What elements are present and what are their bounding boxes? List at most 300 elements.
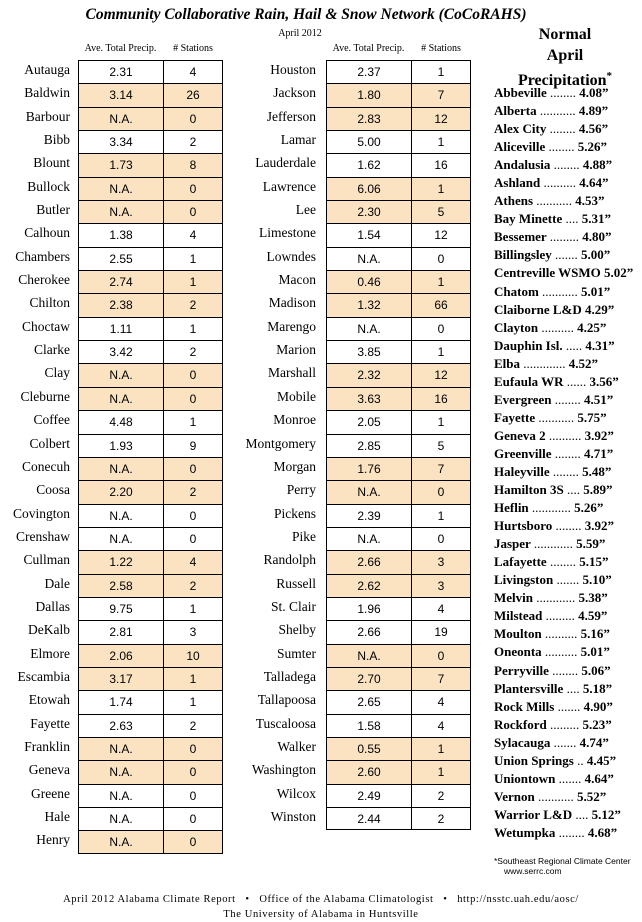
county-name: Lowndes [266, 248, 316, 264]
stations-cell: 1 [163, 597, 223, 620]
station-name: Andalusia [494, 157, 551, 173]
normal-precip-item [494, 192, 634, 210]
normal-precip-item [494, 734, 634, 752]
precip-cell: 0.55 [326, 737, 411, 760]
normal-precip-item [494, 174, 634, 192]
stations-cell: 66 [411, 293, 471, 316]
station-normal-value: 4.45” [586, 752, 617, 768]
precip-cell: N.A. [78, 830, 163, 853]
leader-dots: ........ [558, 824, 585, 840]
table-row [230, 317, 480, 340]
stations-cell: 1 [163, 317, 223, 340]
stations-cell: 7 [411, 667, 471, 690]
station-normal-value: 5.15” [579, 554, 609, 570]
station-normal-value: 3.56” [589, 373, 619, 389]
normal-precip-item [494, 752, 634, 770]
normal-precip-item [494, 553, 634, 571]
county-name: Conecuh [22, 458, 70, 474]
leader-dots: ............ [536, 590, 576, 606]
normal-precip-item [494, 680, 634, 698]
county-name: Fayette [30, 715, 70, 731]
normal-precip-item [494, 264, 634, 282]
stations-cell: 2 [163, 130, 223, 153]
normal-precip-item [494, 283, 634, 301]
precip-cell: 1.74 [78, 690, 163, 713]
precip-cell: 1.38 [78, 223, 163, 246]
precip-cell: N.A. [326, 527, 411, 550]
precip-cell: 3.34 [78, 130, 163, 153]
station-name: Jasper [494, 536, 531, 552]
normal-precip-title [492, 24, 638, 91]
right-stations-header: # Stations [421, 43, 461, 54]
station-name: Clayton [494, 319, 539, 335]
station-normal-value: 3.92” [584, 518, 615, 534]
table-row [0, 830, 230, 853]
leader-dots: ......... [545, 608, 575, 624]
station-name: Lafayette [494, 554, 547, 570]
station-name: Rockford [494, 716, 547, 732]
table-row [230, 83, 480, 106]
leader-dots: ........ [548, 139, 575, 155]
stations-cell: 0 [411, 527, 471, 550]
county-name: Marshall [268, 365, 316, 381]
station-name: Aliceville [494, 139, 546, 155]
normal-title-line1: Normal [538, 26, 592, 43]
precip-cell: 4.48 [78, 410, 163, 433]
table-row [0, 527, 230, 550]
normal-precip-item [494, 824, 634, 842]
stations-cell: 0 [163, 387, 223, 410]
stations-cell: 16 [411, 153, 471, 176]
precip-cell: 2.63 [78, 714, 163, 737]
leader-dots: .... [565, 211, 579, 227]
normal-precip-item [494, 589, 634, 607]
stations-cell: 0 [163, 830, 223, 853]
station-normal-value: 4.74” [579, 734, 609, 750]
precip-cell: 2.20 [78, 480, 163, 503]
leader-dots: .... [566, 680, 580, 696]
leader-dots: .......... [543, 175, 576, 191]
stations-cell: 1 [411, 340, 471, 363]
source-note-line1: *Southeast Regional Climate Center [494, 856, 631, 866]
precip-cell: N.A. [78, 784, 163, 807]
county-name: Marengo [267, 318, 316, 334]
leader-dots: ....... [555, 247, 578, 263]
county-name: Calhoun [24, 225, 70, 241]
precip-cell: 2.49 [326, 784, 411, 807]
stations-cell: 1 [411, 760, 471, 783]
station-normal-value: 4.59” [578, 608, 608, 624]
precip-cell: 3.42 [78, 340, 163, 363]
normal-precip-item [494, 481, 634, 499]
table-row [0, 293, 230, 316]
leader-dots: ......... [549, 229, 579, 245]
county-name: Tallapoosa [257, 692, 316, 708]
leader-dots: ...... [566, 373, 587, 389]
county-name: Bibb [43, 132, 70, 148]
table-row [0, 83, 230, 106]
county-name: Barbour [25, 108, 70, 124]
county-name: Coffee [33, 412, 70, 428]
county-name: Hale [44, 809, 70, 824]
station-name: Uniontown [494, 770, 556, 786]
table-row [230, 410, 480, 433]
county-name: Choctaw [22, 318, 70, 334]
county-name: Franklin [24, 738, 70, 754]
leader-dots: .......... [544, 626, 578, 642]
county-name: Lawrence [262, 178, 316, 194]
leader-dots: .. [577, 752, 584, 768]
stations-cell: 2 [163, 293, 223, 316]
leader-dots: ....... [557, 698, 581, 714]
precip-cell: 2.39 [326, 504, 411, 527]
station-normal-value: 5.75” [577, 409, 607, 425]
table-row [0, 387, 230, 410]
table-row [230, 130, 480, 153]
county-name: Jefferson [266, 108, 316, 124]
precip-cell: 1.80 [326, 83, 411, 106]
stations-cell: 9 [163, 434, 223, 457]
table-row [230, 714, 480, 737]
table-row [230, 434, 480, 457]
table-row [0, 457, 230, 480]
source-note-url: www.serrc.com [504, 866, 562, 876]
table-row [230, 550, 480, 573]
precip-cell: 2.32 [326, 363, 411, 386]
station-name: Rock Mills [494, 698, 555, 714]
county-name: Mobile [277, 388, 316, 404]
station-name: Hurtsboro [494, 518, 553, 534]
precip-cell: 2.05 [326, 410, 411, 433]
county-name: Chambers [15, 248, 70, 264]
precip-cell: 2.85 [326, 434, 411, 457]
station-name: Ashland [494, 175, 541, 191]
stations-cell: 2 [163, 480, 223, 503]
station-normal-value: 5.10” [582, 572, 612, 588]
table-row [230, 574, 480, 597]
normal-precip-item [494, 445, 634, 463]
footer-separator: • [245, 894, 250, 905]
station-normal-value: 5.06” [581, 662, 611, 678]
county-name: Shelby [278, 622, 316, 638]
normal-precip-item [494, 698, 634, 716]
table-row [230, 200, 480, 223]
table-row [0, 644, 230, 667]
table-row [0, 317, 230, 340]
normal-precip-item [494, 210, 634, 228]
leader-dots: ........ [549, 85, 576, 100]
county-name: Coosa [36, 482, 70, 498]
stations-cell: 3 [163, 620, 223, 643]
stations-cell: 1 [163, 690, 223, 713]
county-name: Randolph [263, 552, 316, 568]
stations-cell: 2 [411, 807, 471, 830]
table-row [230, 153, 480, 176]
precip-cell: 1.58 [326, 714, 411, 737]
precip-cell: 3.63 [326, 387, 411, 410]
station-name: Eufaula WR [494, 373, 564, 389]
leader-dots: ........ [554, 445, 581, 461]
normal-precip-item [494, 770, 634, 788]
county-name: Butler [36, 202, 70, 218]
station-normal-value: 4.25” [577, 319, 607, 335]
county-name: Talladega [263, 668, 316, 684]
precip-cell: 2.44 [326, 807, 411, 830]
stations-cell: 10 [163, 644, 223, 667]
precip-cell: 1.93 [78, 434, 163, 457]
stations-cell: 1 [163, 247, 223, 270]
stations-cell: 5 [411, 200, 471, 223]
county-name: Montgomery [245, 435, 316, 451]
stations-cell: 2 [163, 340, 223, 363]
county-name: Madison [268, 295, 316, 311]
leader-dots: ....... [558, 770, 582, 786]
precip-cell: 2.70 [326, 667, 411, 690]
stations-cell: 16 [411, 387, 471, 410]
stations-cell: 7 [411, 457, 471, 480]
station-name: Moulton [494, 626, 542, 642]
precip-cell: 2.30 [326, 200, 411, 223]
right-precip-header: Ave. Total Precip. [332, 43, 405, 54]
table-row [230, 177, 480, 200]
precip-cell: 9.75 [78, 597, 163, 620]
page-footer [0, 892, 642, 922]
leader-dots: ........... [539, 103, 576, 119]
stations-cell: 12 [411, 107, 471, 130]
table-row [0, 410, 230, 433]
table-row [230, 480, 480, 503]
normal-precip-item [494, 84, 634, 102]
footer-office: Office of the Alabama Climatologist [259, 894, 434, 905]
stations-cell: 0 [411, 644, 471, 667]
station-normal-value: 5.16” [580, 626, 610, 642]
precip-cell: 2.60 [326, 760, 411, 783]
county-name: Covington [12, 505, 70, 521]
stations-cell: 1 [163, 270, 223, 293]
normal-precip-item [494, 337, 634, 355]
precip-cell: 2.58 [78, 574, 163, 597]
precip-cell: 2.55 [78, 247, 163, 270]
precip-cell: 3.17 [78, 667, 163, 690]
county-name: Morgan [273, 458, 316, 474]
station-normal-value: 4.64” [579, 175, 609, 191]
stations-cell: 0 [163, 200, 223, 223]
station-name: Greenville [494, 445, 552, 461]
stations-cell: 5 [411, 434, 471, 457]
precip-cell: N.A. [78, 457, 163, 480]
station-normal-value: 5.00” [581, 247, 611, 263]
leader-dots: .... [575, 806, 589, 822]
leader-dots: ........ [552, 662, 579, 678]
normal-precip-item [494, 427, 634, 445]
stations-cell: 4 [163, 223, 223, 246]
station-normal-value: 4.31” [585, 337, 615, 353]
station-name: Fayette [494, 409, 536, 425]
station-normal-value: 4.90” [583, 698, 613, 714]
leader-dots: .... [566, 482, 580, 498]
table-row [0, 270, 230, 293]
stations-cell: 0 [163, 504, 223, 527]
station-name: Billingsley [494, 247, 552, 263]
normal-precip-item [494, 806, 634, 824]
precip-cell: 0.46 [326, 270, 411, 293]
precip-cell: 1.32 [326, 293, 411, 316]
station-normal-value: 5.26” [577, 139, 608, 155]
precip-cell: N.A. [78, 760, 163, 783]
stations-cell: 0 [163, 177, 223, 200]
county-name: Houston [270, 62, 316, 77]
table-row [230, 60, 480, 83]
county-name: Clay [44, 365, 70, 381]
station-normal-value: 5.38” [578, 590, 608, 606]
station-normal-value: 4.80” [582, 229, 612, 245]
normal-precip-item [494, 463, 634, 481]
normal-precip-item [494, 228, 634, 246]
leader-dots: ........ [555, 518, 582, 534]
normal-precip-item [494, 102, 634, 120]
precip-cell: 2.37 [326, 60, 411, 83]
station-name: Alberta [494, 103, 537, 119]
station-name: Chatom [494, 283, 539, 299]
normal-precip-item [494, 301, 634, 319]
county-name: DeKalb [28, 622, 70, 638]
normal-precip-item [494, 373, 634, 391]
leader-dots: ........ [552, 463, 579, 479]
table-row [0, 620, 230, 643]
leader-dots: .......... [541, 319, 574, 335]
county-name: Geneva [28, 762, 70, 778]
precip-cell: 1.62 [326, 153, 411, 176]
stations-cell: 0 [411, 480, 471, 503]
precip-cell: 2.38 [78, 293, 163, 316]
county-name: Sumter [277, 645, 316, 661]
leader-dots: ............. [523, 355, 566, 371]
leader-dots: ........ [549, 121, 576, 137]
county-name: Chilton [29, 295, 70, 311]
precip-cell: N.A. [78, 527, 163, 550]
table-row [230, 223, 480, 246]
station-normal-value: 4.88” [582, 157, 613, 173]
table-row [0, 574, 230, 597]
station-name: Livingston [494, 572, 554, 588]
leader-dots: ........ [549, 554, 576, 570]
stations-cell: 8 [163, 153, 223, 176]
normal-precip-item [494, 788, 634, 806]
asterisk-mark: * [606, 70, 613, 82]
precip-cell: 2.66 [326, 550, 411, 573]
leader-dots: ........... [537, 788, 574, 804]
precip-cell: 2.06 [78, 644, 163, 667]
table-row [0, 784, 230, 807]
table-row [0, 153, 230, 176]
station-name: Vernon [494, 788, 535, 804]
stations-cell: 0 [163, 737, 223, 760]
leader-dots: ........... [542, 283, 578, 299]
precip-cell: 5.00 [326, 130, 411, 153]
station-name: Abbeville [494, 85, 547, 100]
county-name: Jackson [273, 85, 316, 101]
footer-university: The University of Alabama in Huntsville [223, 909, 419, 920]
precip-cell: 1.54 [326, 223, 411, 246]
precip-cell: N.A. [326, 480, 411, 503]
county-name: Greene [31, 785, 70, 801]
normal-precip-item [494, 499, 634, 517]
normal-precip-item [494, 156, 634, 174]
precip-cell: 2.81 [78, 620, 163, 643]
precip-cell: N.A. [78, 387, 163, 410]
stations-cell: 0 [163, 107, 223, 130]
table-row [0, 60, 230, 83]
normal-precip-item [494, 571, 634, 589]
station-normal-value: 4.08” [579, 85, 609, 100]
stations-cell: 3 [411, 550, 471, 573]
leader-dots: ........ [553, 157, 580, 173]
station-normal-value: 5.26” [574, 500, 604, 516]
stations-cell: 7 [411, 83, 471, 106]
stations-cell: 2 [163, 714, 223, 737]
table-row [0, 340, 230, 363]
stations-cell: 19 [411, 620, 471, 643]
station-normal-value: 4.71” [584, 445, 614, 461]
stations-cell: 1 [411, 410, 471, 433]
station-normal-value: 4.56” [578, 121, 609, 137]
precip-cell: 1.73 [78, 153, 163, 176]
report-month: April 2012 [278, 28, 322, 39]
station-normal-value: 5.02” [604, 265, 634, 281]
station-name: Sylacauga [494, 734, 551, 750]
county-name: Clarke [34, 342, 70, 358]
left-stations-header: # Stations [173, 43, 213, 54]
table-row [0, 130, 230, 153]
table-row [230, 270, 480, 293]
normal-precip-item [494, 355, 634, 373]
precip-cell: N.A. [78, 177, 163, 200]
precip-cell: 3.85 [326, 340, 411, 363]
county-name: Winston [270, 809, 316, 824]
stations-cell: 0 [163, 807, 223, 830]
stations-cell: 26 [163, 83, 223, 106]
stations-cell: 2 [411, 784, 471, 807]
table-row [230, 457, 480, 480]
leader-dots: ............ [531, 500, 571, 516]
stations-cell: 1 [411, 60, 471, 83]
station-normal-value: 5.52” [576, 788, 607, 804]
precip-cell: 1.11 [78, 317, 163, 340]
station-normal-value: 5.01” [580, 644, 610, 660]
leader-dots: ....... [556, 572, 580, 588]
precip-cell: N.A. [78, 807, 163, 830]
station-name: Oneonta [494, 644, 542, 660]
county-name: Crenshaw [16, 528, 70, 544]
precip-cell: 2.31 [78, 60, 163, 83]
leader-dots: ..... [565, 337, 583, 353]
station-normal-value: 5.59” [576, 536, 606, 552]
county-name: Lamar [280, 132, 316, 148]
precip-cell: 2.83 [326, 107, 411, 130]
table-row [230, 597, 480, 620]
county-name: Walker [277, 738, 316, 754]
station-name: Warrior L&D [494, 806, 573, 822]
normal-precip-item [494, 607, 634, 625]
footer-url[interactable]: http://nsstc.uah.edu/aosc/ [457, 894, 579, 905]
stations-cell: 4 [163, 550, 223, 573]
precip-cell: N.A. [78, 200, 163, 223]
table-row [0, 480, 230, 503]
stations-cell: 1 [411, 504, 471, 527]
table-row [230, 760, 480, 783]
stations-cell: 1 [411, 270, 471, 293]
county-name: Limestone [259, 225, 316, 241]
